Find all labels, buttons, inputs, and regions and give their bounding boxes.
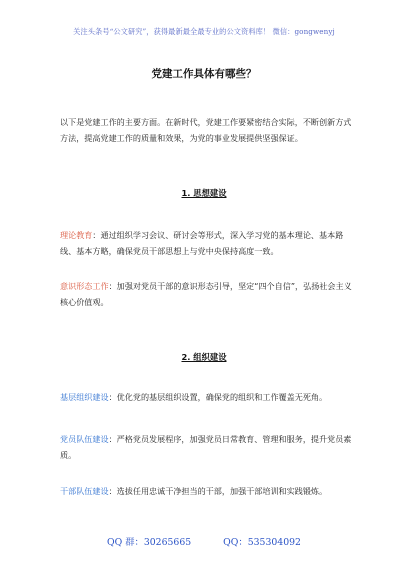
intro-paragraph: 以下是党建工作的主要方面。在新时代，党建工作要紧密结合实际，不断创新方式方法，提高党建工作的质量和效果，为党的事业发展提供坚强保证。 [60,117,352,143]
section-heading-ideology: 1. 思想建设 [181,188,227,198]
item-ideology-work [60,278,352,310]
item-label: 理论教育 [60,230,93,240]
item-grassroots-organization [60,389,352,405]
item-label: 意识形态工作 [60,281,109,291]
item-text: ：加强对党员干部的意识形态引导，坚定“四个自信”，弘扬社会主义核心价值观。 [60,281,352,307]
header-promo-text: 关注头条号“公文研究”，获得最新最全最专业的公文资料库！ 微信：gongwenyj [73,27,335,36]
page-title: 党建工作具体有哪些？ [151,68,257,80]
item-label: 基层组织建设 [60,392,109,402]
item-label: 党员队伍建设 [60,434,109,444]
footer-qq: QQ：535304092 [223,537,301,548]
item-text: ：选拔任用忠诚干净担当的干部，加强干部培训和实践锻炼。 [108,486,328,496]
item-theory-education [60,227,352,259]
item-label: 干部队伍建设 [60,486,109,496]
item-party-member-team [60,431,352,463]
item-text: ：通过组织学习会议、研讨会等形式，深入学习党的基本理论、基本路线、基本方略，确保党员干部思想上与党中央保持高度一致。 [60,230,344,256]
section-heading-organization: 2. 组织建设 [181,352,227,362]
footer-contact [0,534,408,548]
item-text: ：优化党的基层组织设置，确保党的组织和工作覆盖无死角。 [108,392,328,402]
footer-qq-group: QQ 群：30265665 [107,537,192,548]
item-text: ：严格党员发展程序，加强党员日常教育、管理和服务，提升党员素质。 [60,434,352,460]
item-cadre-team [60,483,352,499]
